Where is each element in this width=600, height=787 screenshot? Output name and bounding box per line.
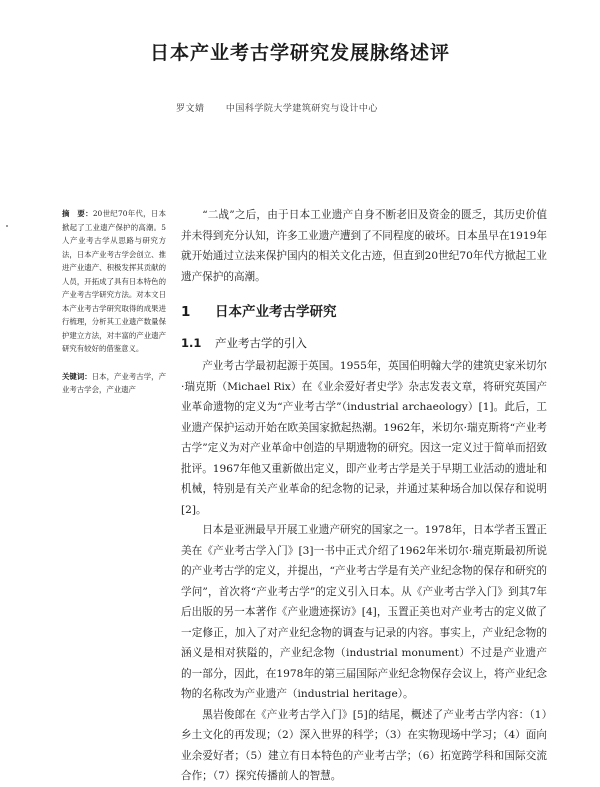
- keywords-text: 日本，产业考古学，产业考古学会，产业遗产: [62, 371, 166, 394]
- intro-paragraph: “二战”之后，由于日本工业遗产自身不断老旧及资金的匮乏，其历史价值并未得到充分认知，许多工业遗产遭到了不同程度的破坏。日本虽早在1919年就开始通过立法来保护国内的相关文化古迹，但直到20世纪70年代方掀起工业遗产保护的高潮。: [181, 209, 547, 283]
- section-number: 1: [181, 304, 191, 320]
- body-paragraph: 日本是亚洲最早开展工业遗产研究的国家之一。1978年，日本学者玉置正美在《产业考古学入门》[3]一书中正式介绍了1962年米切尔·瑞克斯最初所说的产业考古学的定义，并提出，“产业考古学是有关产业纪念物的保存和研究的学问”，首次将“产业考古学”的定义引入日本。从《产业考古学入门》到其7年后出版的另一本著作《产业遗迹探访》[4]，玉置正美也对产业考古的定义做了一定修正，加入了对产业纪念物的调查与记录的内容。事实上，产业纪念物的涵义是相对狭隘的，产业纪念物（industrial monument）不过是产业遗产的一部分，因此，在1978年的第三届国际产业纪念物保存会议上，将产业纪念物的名称改为产业遗产（industrial heritage）。: [181, 524, 547, 700]
- abstract-label: 摘 要：: [62, 209, 93, 218]
- body-paragraph: 黑岩俊郎在《产业考古学入门》[5]的结尾，概述了产业考古学内容：（1）乡土文化的再发现；（2）深入世界的科学；（3）在实物现场中学习；（4）面向业余爱好者；（5）建立有日本特色的产业考古学；（6）拓宽跨学科和国际交流合作；（7）探究传播前人的智慧。: [181, 708, 547, 782]
- abstract-text: 20世纪70年代，日本掀起了工业遗产保护的高潮。5人产业考古学从思路与研究方法，日本产业考古学会创立、推进产业遗产、积极发挥其贡献的人员，开拓成了具有日本特色的产业考古学研究方法。对本文日本产业考古学研究取得的成果进行梳理，分析其工业遗产数量保护建立方法，对丰富的产业遗产研究有较好的借鉴意义。: [62, 209, 166, 353]
- byline: [176, 101, 378, 114]
- keywords-label: 关键词：: [62, 371, 92, 381]
- main-text: [181, 205, 547, 787]
- subsection-title: 产业考古学的引入: [215, 336, 307, 350]
- page-title: 日本产业考古学研究发展脉络述评: [149, 42, 450, 64]
- margin-mark: [6, 225, 8, 227]
- abstract-block: [62, 207, 166, 397]
- keywords: [62, 370, 166, 397]
- section-title: 日本产业考古学研究: [215, 304, 337, 320]
- subsection-heading: [181, 332, 547, 354]
- author-name: 罗文婧: [176, 104, 205, 114]
- body-paragraph: 产业考古学最初起源于英国。1955年，英国伯明翰大学的建筑史家米切尔·瑞克斯（Michael Rix）在《业余爱好者史学》杂志发表文章，将研究英国产业革命遗物的定义为“产业考古学”（industrial archaeology）[1]。此后，工业遗产保护运动开始在欧美国家掀起热潮。1962年，米切尔·瑞克斯将“产业考古学”定义为对产业革命中创造的早期遗物的研究。因这一定义过于简单而招致批评。1967年他又重新做出定义，即产业考古学是关于早期工业活动的遗址和机械，特别是有关产业革命的纪念物的记录，并通过某种场合加以保存和说明[2]。: [181, 360, 547, 516]
- abstract: [62, 207, 166, 356]
- subsection-number: 1.1: [181, 336, 202, 350]
- author-affiliation: 中国科学院大学建筑研究与设计中心: [225, 104, 378, 114]
- section-heading: [181, 302, 547, 322]
